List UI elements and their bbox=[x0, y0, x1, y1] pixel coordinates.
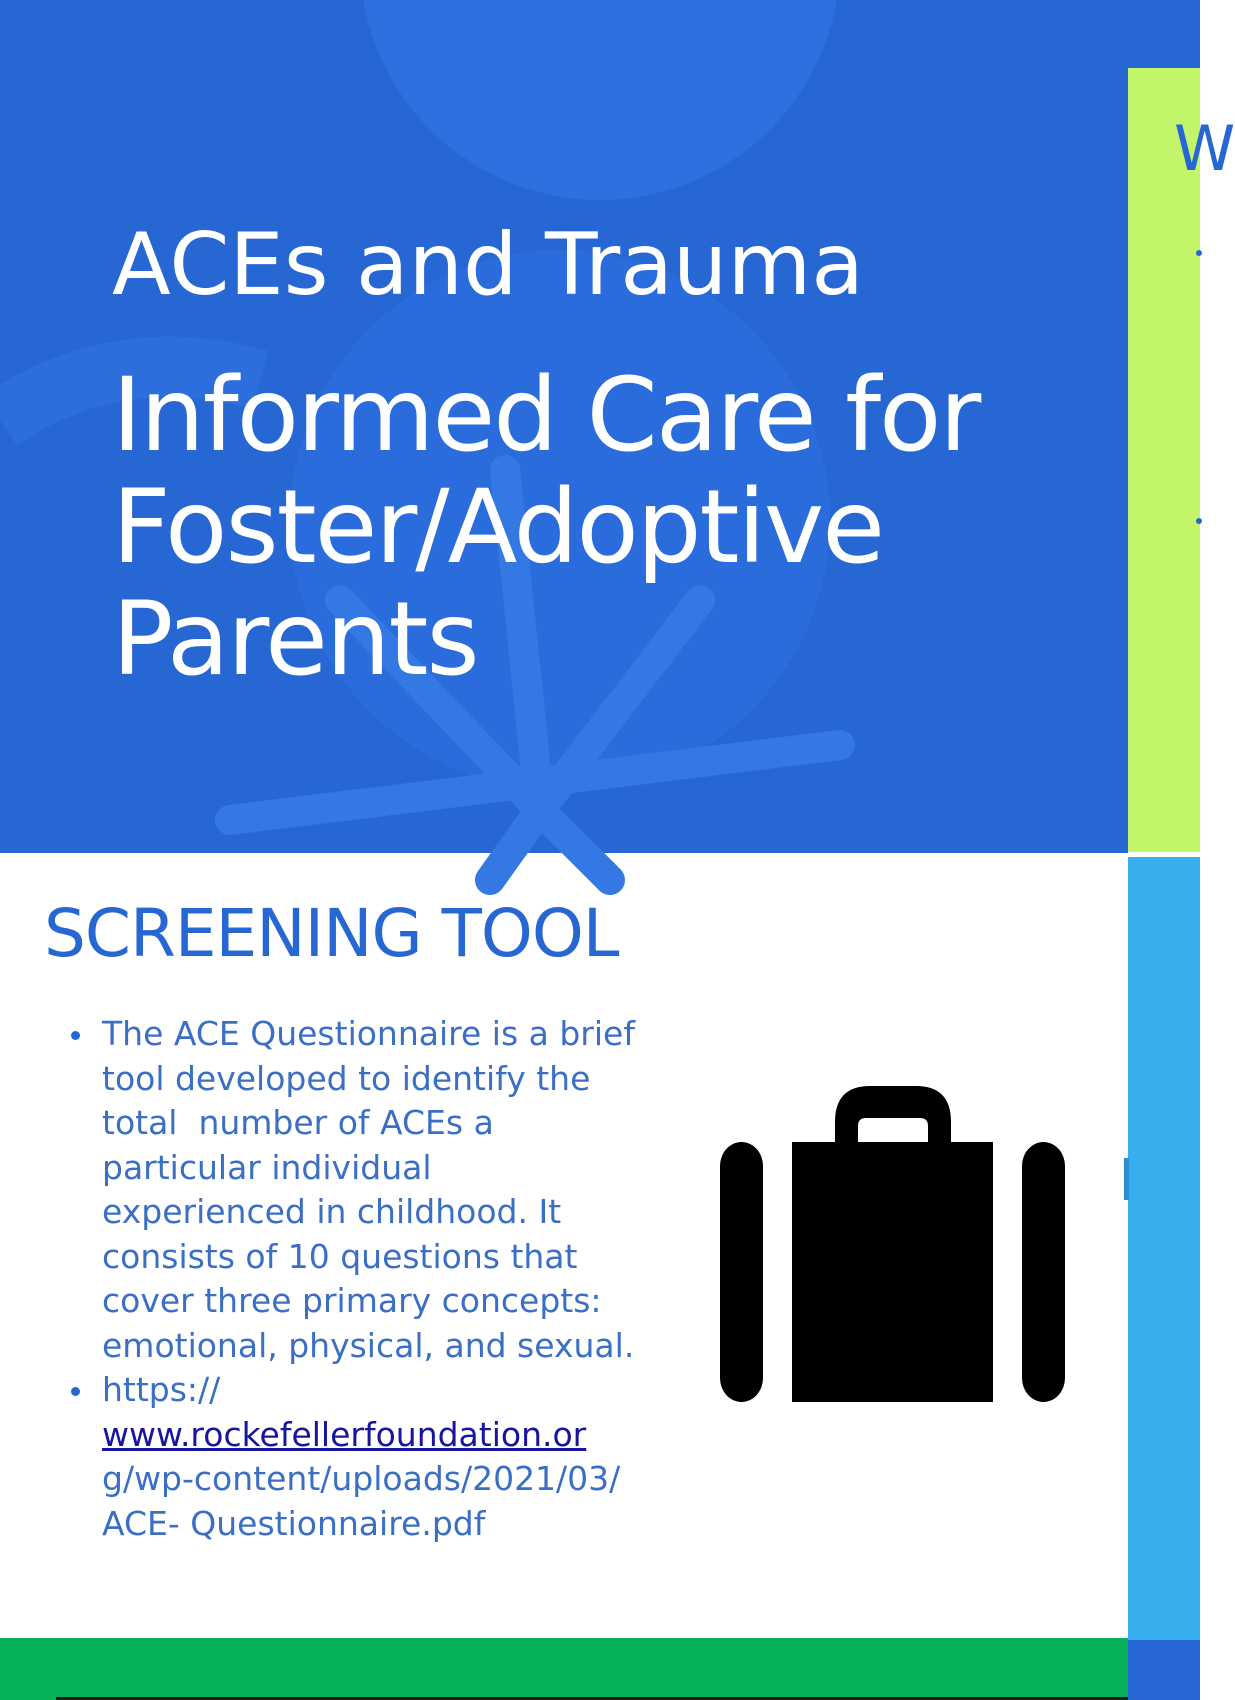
description-line: particular individual bbox=[102, 1147, 432, 1187]
url-line: ACE- Questionnaire.pdf bbox=[102, 1503, 486, 1543]
description-line: experienced in childhood. It bbox=[102, 1192, 562, 1231]
list-item-description bbox=[56, 1012, 676, 1368]
questionnaire-link[interactable]: www.rockefellerfoundation.or bbox=[102, 1414, 587, 1454]
description-line: tool developed to identify the bbox=[102, 1058, 591, 1098]
section-title: SCREENING TOOL bbox=[44, 895, 619, 972]
hero-heading-line3: Foster/Adoptive bbox=[112, 468, 883, 587]
url-line: g/wp-content/uploads/2021/03/ bbox=[102, 1459, 621, 1498]
list-item-url bbox=[56, 1368, 676, 1546]
url-line: https:// bbox=[102, 1370, 221, 1409]
hero-heading-line1: ACEs and Trauma bbox=[112, 215, 864, 315]
description-line: consists of 10 questions that bbox=[102, 1236, 578, 1276]
footer-band bbox=[0, 1638, 1128, 1700]
bullet-dot-icon bbox=[71, 1031, 80, 1040]
side-panel-marker bbox=[1124, 1158, 1129, 1200]
description-line: The ACE Questionnaire is a brief bbox=[102, 1014, 635, 1053]
side-panel-top bbox=[1128, 0, 1200, 68]
hero-heading bbox=[112, 356, 1112, 699]
description-line: cover three primary concepts: bbox=[102, 1281, 602, 1320]
hero-heading-line4: Parents bbox=[112, 580, 478, 699]
side-panel-bullet bbox=[1196, 250, 1202, 256]
side-panel-bottom bbox=[1128, 1640, 1200, 1700]
side-panel-sky bbox=[1128, 857, 1200, 1640]
side-panel-bullet bbox=[1196, 518, 1202, 524]
hero-heading-line2: Informed Care for bbox=[112, 356, 980, 475]
screening-bullet-list bbox=[56, 1012, 676, 1546]
side-panel-lime bbox=[1128, 68, 1200, 852]
bullet-dot-icon bbox=[71, 1387, 80, 1396]
hero-banner bbox=[0, 0, 1128, 853]
briefcase-icon bbox=[720, 1082, 1065, 1402]
description-line: emotional, physical, and sexual. bbox=[102, 1325, 635, 1365]
side-panel-partial-heading: W bbox=[1174, 112, 1235, 185]
description-line: total number of ACEs a bbox=[102, 1103, 494, 1142]
